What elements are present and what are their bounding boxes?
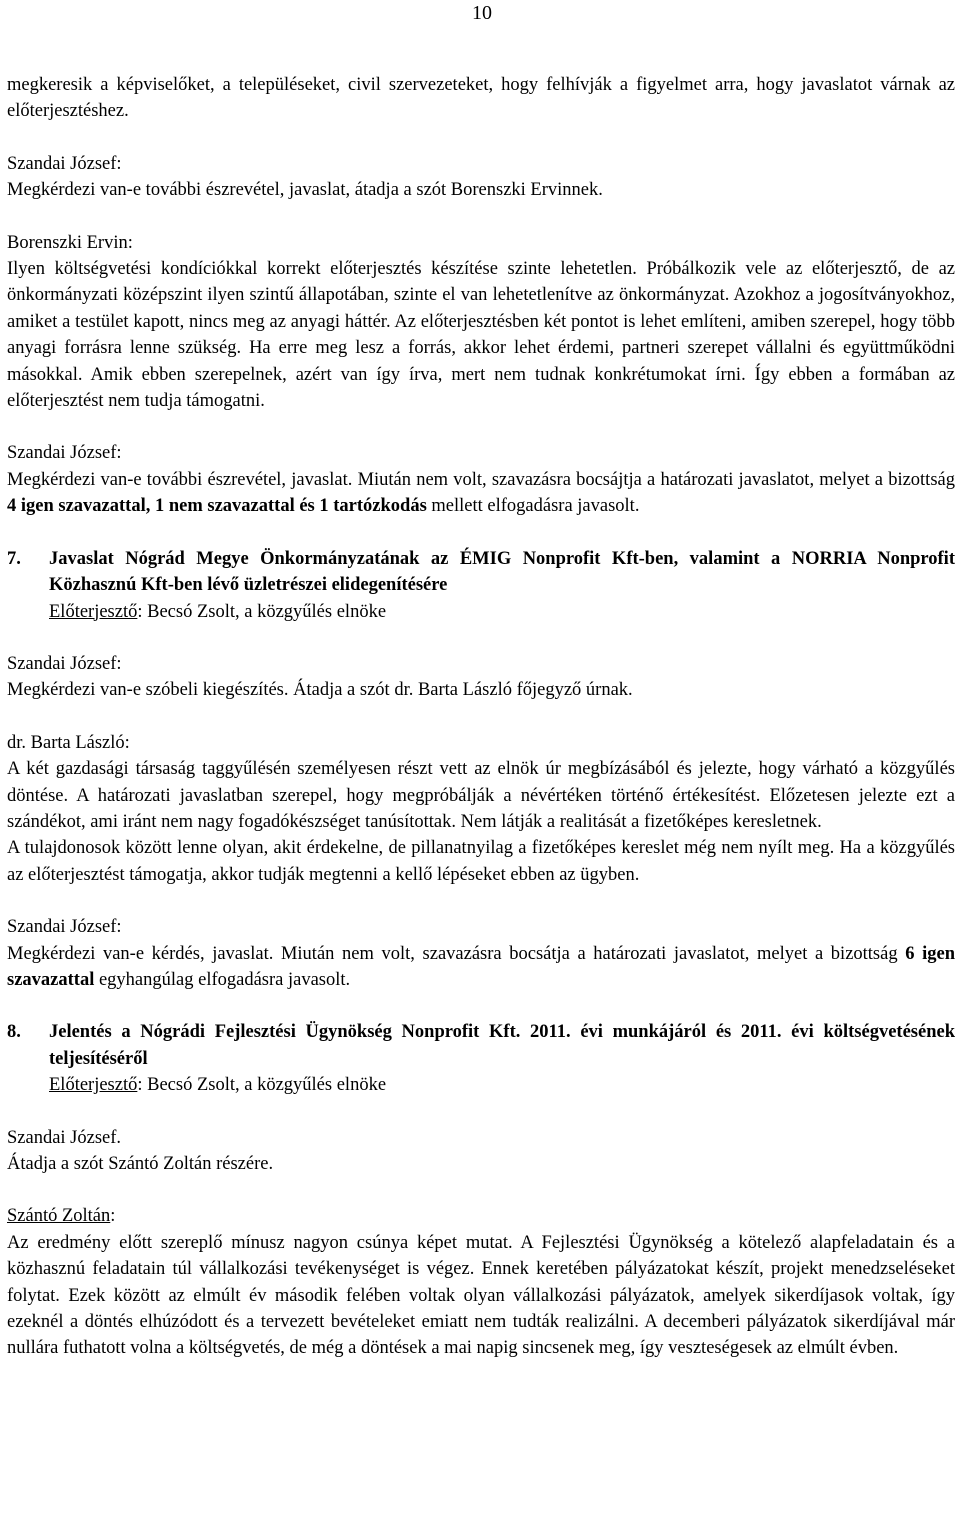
speech-szanto: Az eredmény előtt szereplő mínusz nagyon csúnya képet mutat. A Fejlesztési Ügynökség a kötelező alapfeladatain és a közhasznú feladatain túl vállalkozási tevékenységet is végez. Ennek keretében pályázatokat készít, projekt menedzseléseket folytat. Ezek között az elmúlt év második felében voltak olyan vállalkozási pályázatok, amelyek sikerdíjasok voltak, így ezeknél a döntés elhúzódott és a tervezett bevételeket emiatt nem tudták realizálni. A decemberi pályázatok sikerdíjával már nullára futhatott volna a költségvetés, de még a döntések a mai napig sincsenek meg, így veszteségesek az elmúlt évben. <box>7 1232 955 1359</box>
speaker-barta: dr. Barta László: <box>7 732 130 753</box>
agenda-item-7-presenter: Előterjesztő: Becsó Zsolt, a közgyűlés elnöke <box>49 601 387 622</box>
speech-szandai-5: Átadja a szót Szántó Zoltán részére. <box>7 1154 274 1174</box>
speech-barta-2: A tulajdonosok között lenne olyan, akit érdekelne, de pillanatnyilag a fizetőképes kereslet még nem nyílt meg. Ha a közgyűlés az előterjesztést támogatja, akkor tudják megtenni a kellő lépéseket ebben az ügyben. <box>7 838 955 885</box>
agenda-item-8-number: 8. <box>7 1022 21 1043</box>
speaker-szandai-5: Szandai József. <box>7 1127 122 1148</box>
speaker-szandai-1: Szandai József: <box>7 153 122 174</box>
speaker-szandai-2: Szandai József: <box>7 443 122 464</box>
speaker-szandai-3: Szandai József: <box>7 653 122 674</box>
speech-szandai-1: Megkérdezi van-e további észrevétel, javaslat, átadja a szót Borenszki Ervinnek. <box>7 180 603 201</box>
speech-borenszki: Ilyen költségvetési kondíciókkal korrekt előterjesztés készítése szinte lehetetlen. Próbálkozik vele az előterjesztő, de az önkormányzati középszint ilyen szintű állapotában, szinte el van lehetetlenítve az önkormányzat. Azokhoz a jogosítványokhoz, amiket a testület kapott, nincs meg az anyagi háttér. Az előterjesztésben két pontot is lehet említeni, amiben szerepel, hogy több anyagi forrásra lenne szükség. Ha erre meg lesz a forrás, akkor lehet érdemi, partneri szerepet vállalni és együttműködni másokkal. Amik ebben szerepelnek, azért van így írva, mert nem tudnak konkrétumokat írni. Így ebben a formában az előterjesztést nem tudja támogatni. <box>7 259 955 412</box>
vote-result-bold: 4 igen szavazattal, 1 nem szavazattal és 1 tartózkodás <box>7 496 427 517</box>
agenda-item-7-number: 7. <box>7 548 21 569</box>
speech-szandai-3: Megkérdezi van-e szóbeli kiegészítés. Átadja a szót dr. Barta László főjegyző úrnak. <box>7 680 633 701</box>
agenda-item-8-presenter: Előterjesztő: Becsó Zsolt, a közgyűlés elnöke <box>49 1075 387 1096</box>
speaker-szandai-4: Szandai József: <box>7 917 122 938</box>
speaker-borenszki: Borenszki Ervin: <box>7 232 133 253</box>
speech-szandai-2: Megkérdezi van-e további észrevétel, javaslat. Miután nem volt, szavazásra bocsájtja a határozati javaslatot, melyet a bizottság 4 igen szavazattal, 1 nem szavazattal és 1 tartózkodás mellett elfogadásra javasolt. <box>7 469 955 517</box>
speech-barta-1: A két gazdasági társaság taggyűlésén személyesen részt vett az elnök úr megbízásából és jelezte, hogy várható a közgyűlés döntése. A határozati javaslatban szerepel, hogy megpróbálják a névértéken történő értékesítést. Előzetesen jelezte ezt a szándékot, ami iránt nem nagy fogadókészséget tanúsítottak. Nem látják a realitását a fizetőképes keresletnek. <box>7 759 955 832</box>
agenda-item-7 <box>7 546 955 625</box>
page-number: 10 <box>472 2 492 24</box>
vote-result-bold-2: 6 igen szavazattal <box>7 943 955 990</box>
agenda-item-8 <box>7 1019 955 1098</box>
agenda-item-8-title: Jelentés a Nógrádi Fejlesztési Ügynökség Nonprofit Kft. 2011. évi munkájáról és 2011. évi költségvetésének teljesítéséről <box>49 1022 955 1069</box>
page-content <box>7 72 955 1362</box>
speaker-szanto: Szántó Zoltán: <box>7 1206 116 1227</box>
speech-szandai-4: Megkérdezi van-e kérdés, javaslat. Miután nem volt, szavazásra bocsátja a határozati javaslatot, melyet a bizottság 6 igen szavazattal egyhangúlag elfogadásra javasolt. <box>7 943 955 990</box>
agenda-item-7-title: Javaslat Nógrád Megye Önkormányzatának az ÉMIG Nonprofit Kft-ben, valamint a NORRIA Nonprofit Közhasznú Kft-ben lévő üzletrészei elidegenítésére <box>49 548 955 596</box>
paragraph-intro: megkeresik a képviselőket, a településeket, civil szervezeteket, hogy felhívják a figyelmet arra, hogy javaslatot várnak az előterjesztéshez. <box>7 75 955 122</box>
